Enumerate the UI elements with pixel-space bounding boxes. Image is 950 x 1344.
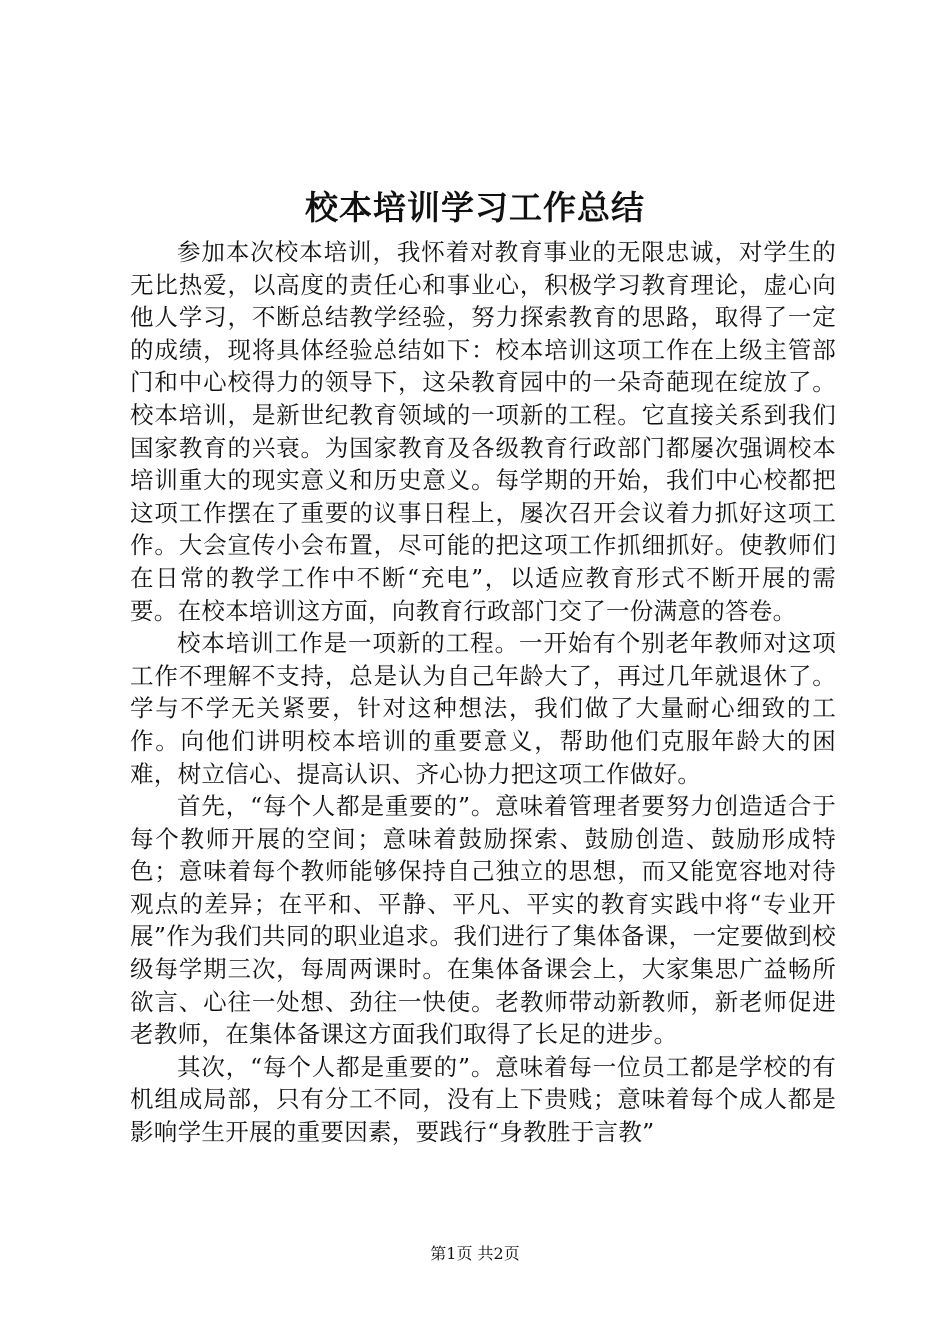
paragraph-4: 其次，“每个人都是重要的”。意味着每一位员工都是学校的有机组成局部，只有分工不同，没有上下贵贱；意味着每个成人都是影响学生开展的重要因素，要践行“身教胜于言教” xyxy=(130,1052,836,1147)
document-body xyxy=(130,236,836,1149)
paragraph-3: 首先，“每个人都是重要的”。意味着管理者要努力创造适合于每个教师开展的空间；意味着鼓励探索、鼓励创造、鼓励形成特色；意味着每个教师能够保持自己独立的思想，而又能宽容地对待观点的差异；在平和、平静、平凡、平实的教育实践中将“专业开展”作为我们共同的职业追求。我们进行了集体备课，一定要做到校级每学期三次，每周两课时。在集体备课会上，大家集思广益畅所欲言、心往一处想、劲往一快使。老教师带动新教师，新老师促进老教师，在集体备课这方面我们取得了长足的进步。 xyxy=(130,792,836,1049)
paragraph-2: 校本培训工作是一项新的工程。一开始有个别老年教师对这项工作不理解不支持，总是认为自己年龄大了，再过几年就退休了。学与不学无关紧要，针对这种想法，我们做了大量耐心细致的工作。向他们讲明校本培训的重要意义，帮助他们克服年龄大的困难，树立信心、提高认识、齐心协力把这项工作做好。 xyxy=(130,629,836,788)
paragraph-1: 参加本次校本培训，我怀着对教育事业的无限忠诚，对学生的无比热爱，以高度的责任心和事业心，积极学习教育理论，虚心向他人学习，不断总结教学经验，努力探索教育的思路，取得了一定的成绩，现将具体经验总结如下：校本培训这项工作在上级主管部门和中心校得力的领导下，这朵教育园中的一朵奇葩现在绽放了。校本培训，是新世纪教育领域的一项新的工程。它直接关系到我们国家教育的兴衰。为国家教育及各级教育行政部门都屡次强调校本培训重大的现实意义和历史意义。每学期的开始，我们中心校都把这项工作摆在了重要的议事日程上，屡次召开会议着力抓好这项工作。大会宣传小会布置，尽可能的把这项工作抓细抓好。使教师们在日常的教学工作中不断“充电”，以适应教育形式不断开展的需要。在校本培训这方面，向教育行政部门交了一份满意的答卷。 xyxy=(130,238,836,625)
document-title: 校本培训学习工作总结 xyxy=(305,188,645,227)
page-number-footer: 第1页 共2页 xyxy=(430,1244,520,1263)
